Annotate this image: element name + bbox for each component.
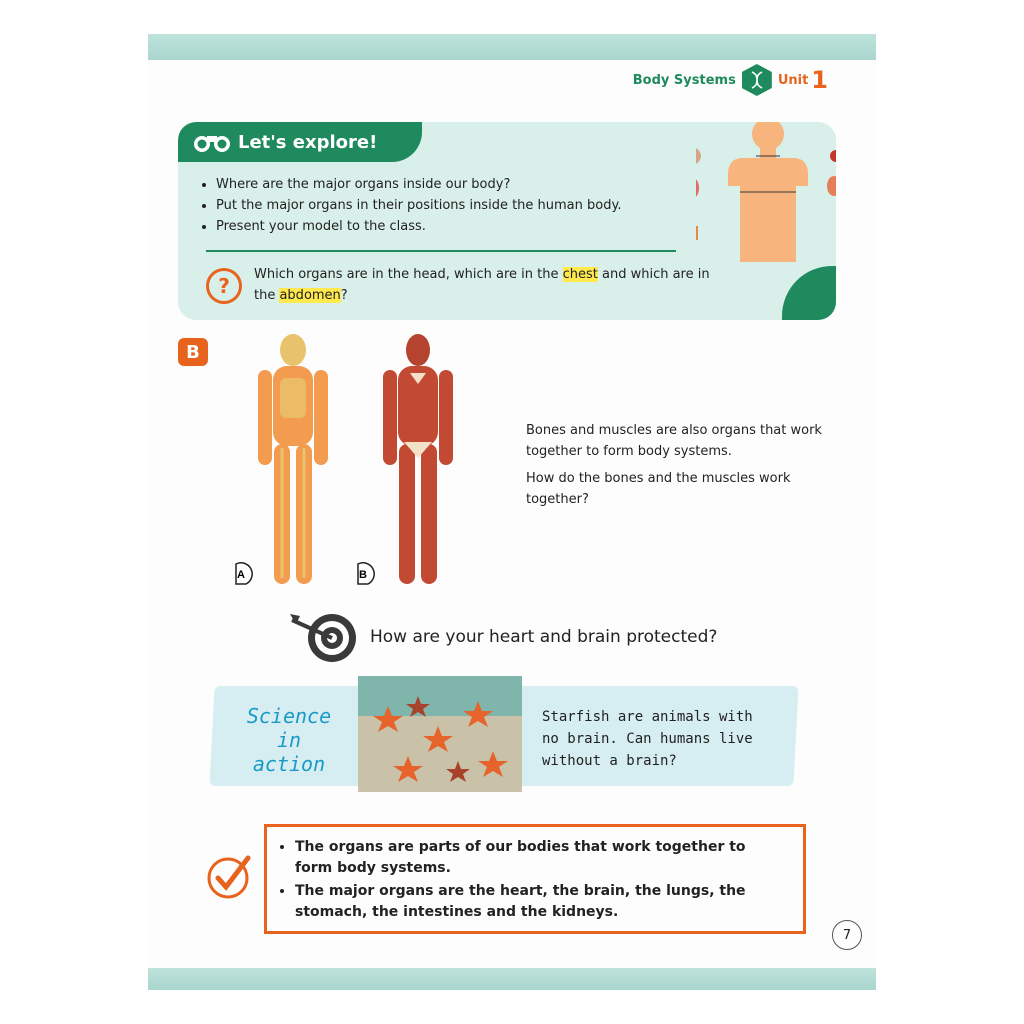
explore-title: Let's explore!: [238, 131, 378, 153]
lungs-icon: [696, 178, 699, 198]
list-item: • Present your model to the class.: [216, 216, 621, 237]
textbook-page: [148, 34, 876, 990]
svg-text:B: B: [359, 569, 367, 581]
page-number: 7: [832, 920, 862, 950]
explore-header: [178, 122, 422, 162]
summary-point: • The organs are parts of our bodies that work together to form body systems.: [295, 837, 787, 879]
organs-diagram: [696, 122, 836, 262]
svg-text:A: A: [237, 569, 245, 581]
paragraph: How do the bones and the muscles work together?: [526, 471, 791, 507]
paragraph: Bones and muscles are also organs that work together to form body systems.: [526, 423, 822, 459]
bones-muscles-text: [526, 420, 826, 516]
checkmark-icon: [206, 852, 254, 900]
label-b-marker: [358, 563, 374, 584]
body-silhouette: [728, 122, 808, 262]
unit-number: 1: [811, 66, 828, 94]
sia-title-line: in: [276, 728, 302, 752]
sia-title: [234, 704, 344, 776]
muscle-figure: [383, 334, 453, 584]
question-text: Which organs are in the head, which are in the: [254, 267, 563, 282]
corner-decoration: [782, 266, 836, 320]
question-text: ?: [340, 288, 348, 303]
top-band: [148, 34, 876, 60]
bottom-band: [148, 968, 876, 990]
sia-text: Starfish are animals with no brain. Can humans live without a brain?: [542, 709, 753, 769]
unit-header: [633, 64, 828, 96]
explore-list: [200, 174, 621, 237]
heart-icon: [830, 150, 836, 162]
dna-icon: [742, 64, 772, 96]
stomach-icon: [827, 176, 836, 196]
list-item: • Put the major organs in their positions inside the human body.: [216, 195, 621, 216]
skeleton-figure: [258, 334, 328, 584]
sia-title-line: Science: [246, 704, 332, 728]
science-in-action: [212, 676, 796, 794]
explore-question: [254, 264, 724, 306]
intestines-icon: [696, 226, 698, 240]
highlight-chest: chest: [562, 267, 598, 282]
explore-box: [178, 122, 836, 320]
brain-icon: [696, 146, 701, 166]
sia-title-line: action: [252, 752, 326, 776]
target-question: How are your heart and brain protected?: [370, 627, 718, 647]
skeleton-muscle-figures: [228, 328, 528, 598]
divider: [206, 250, 676, 252]
section-b-badge: B: [178, 338, 208, 366]
list-item: • Where are the major organs inside our body?: [216, 174, 621, 195]
question-text: and which are in the: [254, 267, 710, 303]
binoculars-icon: [192, 130, 232, 154]
starfish-photo: [358, 676, 522, 792]
label-a-marker: [236, 563, 252, 584]
target-icon: [288, 610, 358, 664]
target-question-row: [288, 610, 717, 664]
unit-label: Unit: [777, 72, 809, 88]
summary-box: [264, 824, 806, 934]
highlight-abdomen: abdomen: [279, 288, 341, 303]
section-title: Body Systems: [632, 72, 736, 88]
question-mark-icon: ?: [206, 268, 242, 304]
summary-point: • The major organs are the heart, the brain, the lungs, the stomach, the intestines and the kidneys.: [295, 881, 787, 923]
